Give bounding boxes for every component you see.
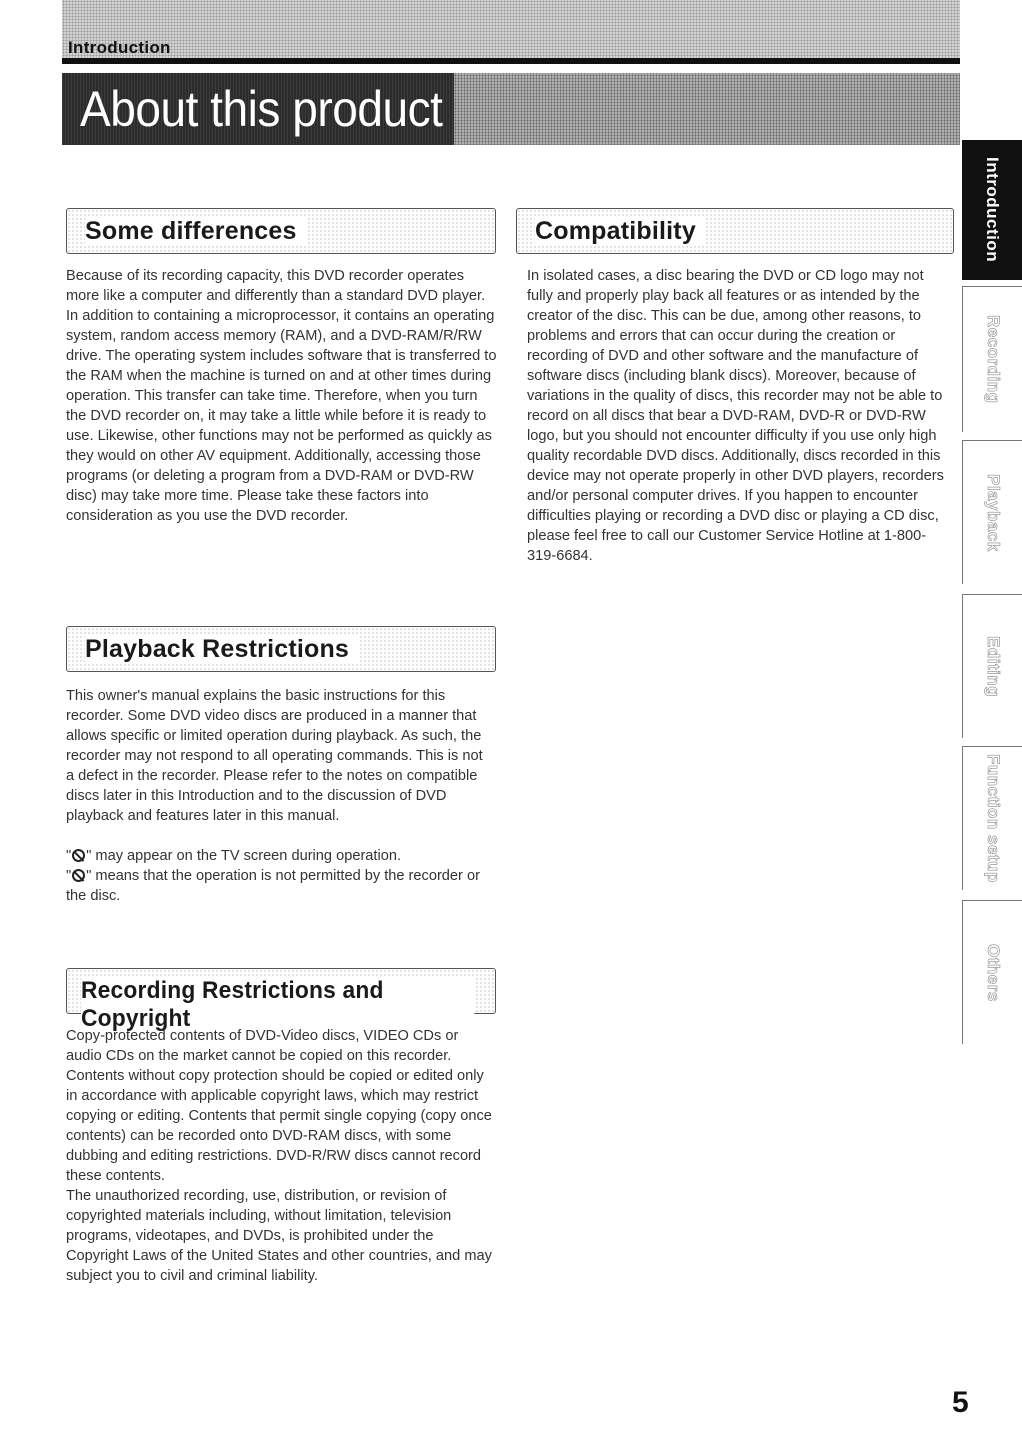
header-band (62, 0, 960, 58)
paragraph: Because of its recording capacity, this DVD recorder operates more like a computer and differently than a standard DVD player. In addition to containing a microprocessor, it contains an operating system, random access memory (RAM), and a DVD-RAM/R/RW drive. The operating system includes software that is transferred to the RAM when the machine is turned on and at other times during operation. This transfer can take time. Therefore, when you turn the DVD recorder on, it may take a little while before it is ready to use. Likewise, other functions may not be performed as quickly as they would on other AV equipment. Additionally, accessing those programs (or deleting a program from a DVD-RAM or DVD-RW disc) may take more time. Please take these factors into consideration as you use the DVD recorder. (66, 268, 497, 524)
tab-playback[interactable] (962, 440, 1022, 584)
tab-introduction[interactable] (962, 140, 1022, 280)
heading-some-differences (66, 208, 496, 254)
paragraph: This owner's manual explains the basic instructions for this recorder. Some DVD video discs are produced in a manner that allows specific or limited operation during playback. As such, the recorder may not respond to all operating commands. This is not a defect in the recorder. Please refer to the notes on compatible discs later in this Introduction and to the discussion of DVD playback and features later in this manual. (66, 688, 483, 824)
heading-text: Recording Restrictions and Copyright (81, 977, 474, 1033)
tab-others[interactable] (962, 900, 1022, 1044)
tab-label: Playback (984, 473, 1003, 552)
note-line-1: " may appear on the TV screen during operation. (86, 848, 402, 864)
tab-label: Recording (984, 315, 1003, 404)
section-label: Introduction (68, 38, 171, 57)
tab-editing[interactable] (962, 594, 1022, 738)
heading-text: Some differences (85, 217, 307, 246)
compatibility-body (527, 266, 951, 566)
paragraph: Copy-protected contents of DVD-Video discs, VIDEO CDs or audio CDs on the market cannot be copied on this recorder. Contents without copy protection should be copied or edited only in accordance with applicable copyright laws, which may restrict copying or editing. Contents that permit single copying (copy once contents) can be recorded onto DVD-RAM discs, with some dubbing and editing restrictions. DVD-R/RW discs cannot record these contents. (66, 1028, 492, 1184)
prohibited-icon (72, 869, 85, 882)
heading-text: Compatibility (535, 217, 706, 246)
tab-label: Editing (984, 635, 1003, 698)
heading-playback-restrictions (66, 626, 496, 672)
prohibited-icon (72, 849, 85, 862)
tab-label: Others (984, 943, 1003, 1002)
heading-text: Playback Restrictions (85, 635, 359, 664)
tab-label: Function setup (984, 754, 1003, 883)
paragraph: The unauthorized recording, use, distribution, or revision of copyrighted materials including, without limitation, television programs, videotapes, and DVDs, is prohibited under the Copyright Laws of the United States and other countries, and may subject you to civil and criminal liability. (66, 1188, 492, 1284)
tab-label: Introduction (983, 157, 1002, 263)
tab-recording[interactable] (962, 286, 1022, 432)
page-title: About this product (80, 81, 443, 137)
recording-restrictions-body (66, 1026, 494, 1286)
header-rule (62, 58, 960, 64)
page-number: 5 (952, 1386, 969, 1419)
heading-recording-restrictions (66, 968, 496, 1032)
playback-restrictions-body (66, 686, 490, 906)
paragraph: In isolated cases, a disc bearing the DVD or CD logo may not fully and properly play back all features or as intended by the creator of the disc. This can be due, among other reasons, to problems and errors that can occur during the creation or recording of DVD and other software and the manufacture of software discs (including blank discs). Moreover, because of variations in the quality of discs, this recorder may not be able to record on all discs that bear a DVD-RAM, DVD-R or DVD-RW logo, but you should not encounter difficulty if you use only high quality recordable DVD discs. Additionally, discs recorded in this device may not operate properly in other DVD players, recorders and/or personal computer drives. If you happen to encounter difficulties playing or recording a DVD disc or playing a CD disc, please feel free to call our Customer Service Hotline at 1-800-319-6684. (527, 268, 944, 564)
heading-compatibility (516, 208, 954, 254)
note-line-2: " means that the operation is not permitted by the recorder or the disc. (66, 868, 480, 904)
prohibited-note-2: " " means that the operation is not permitted by the recorder or the disc. (66, 868, 480, 904)
some-differences-body (66, 266, 498, 526)
prohibited-note: " " may appear on the TV screen during operation. (66, 848, 402, 864)
tab-function-setup[interactable] (962, 746, 1022, 890)
